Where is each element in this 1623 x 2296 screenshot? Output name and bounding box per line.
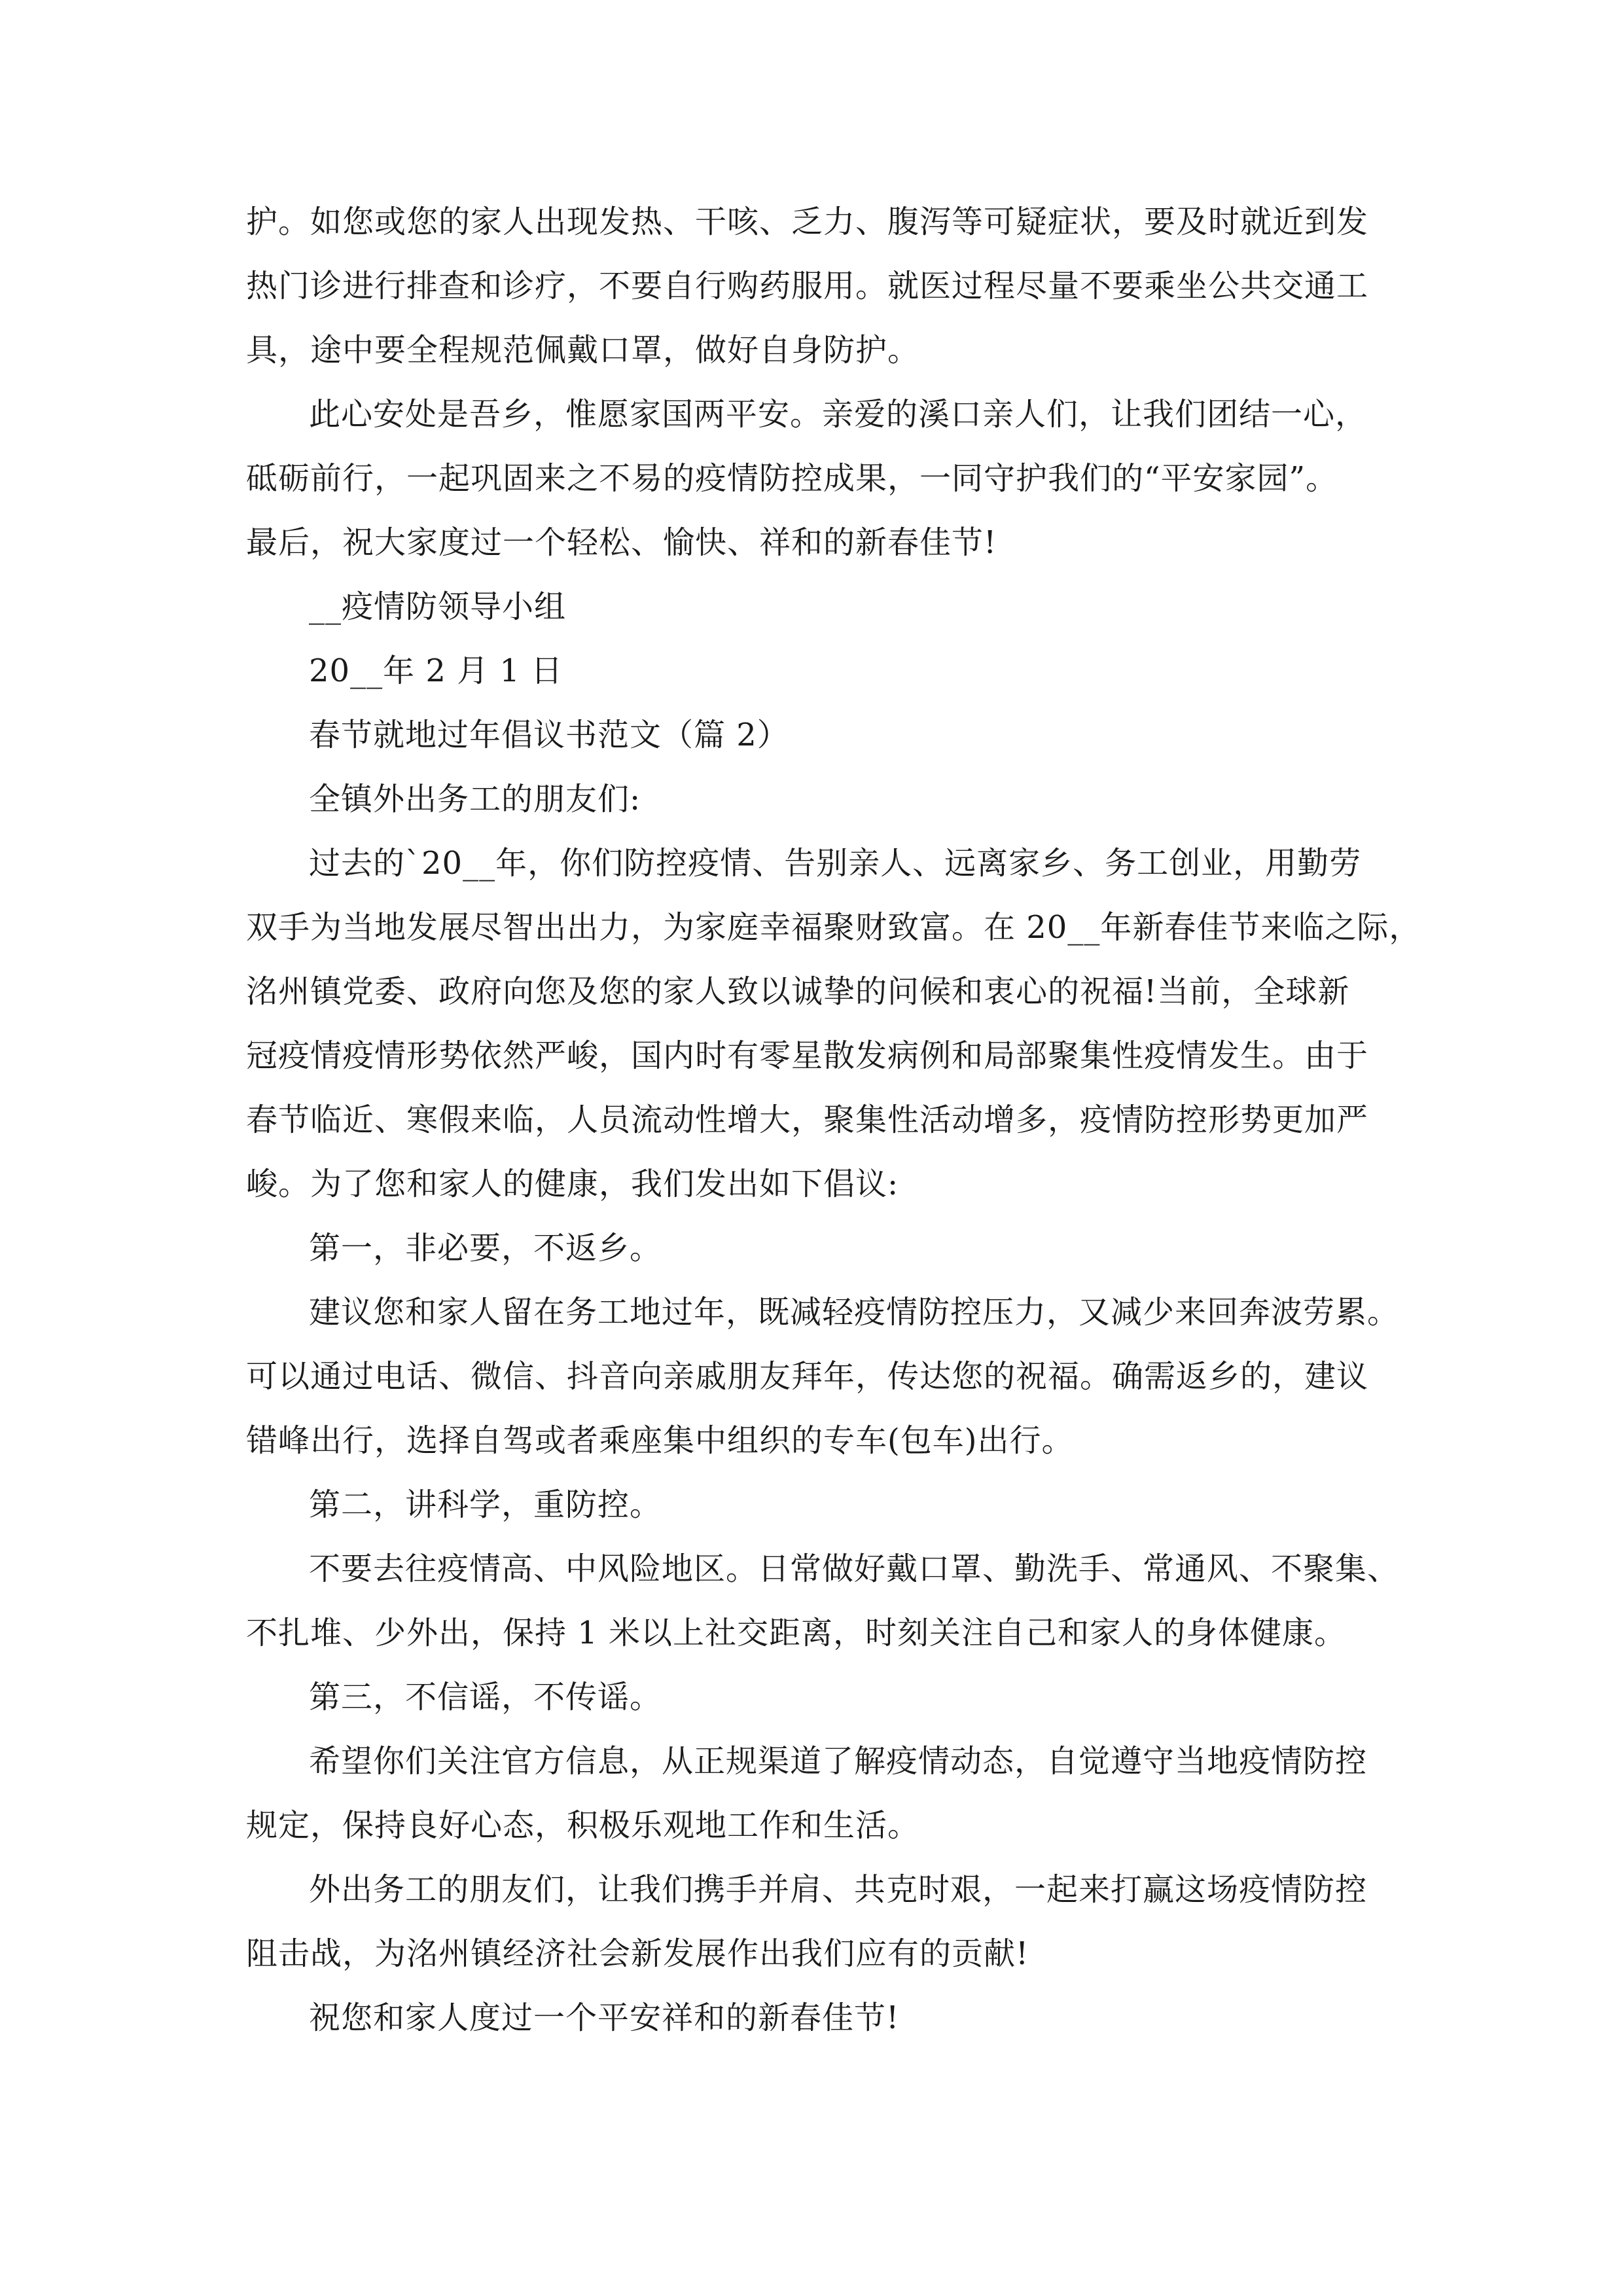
paragraph bbox=[246, 639, 1378, 703]
paragraph bbox=[246, 1986, 1378, 2050]
text-line: 不要去往疫情高、中风险地区。日常做好戴口罩、勤洗手、常通风、不聚集、 bbox=[309, 1551, 1400, 1587]
text-line: 可以通过电话、微信、抖音向亲戚朋友拜年，传达您的祝福。确需返乡的，建议 bbox=[246, 1358, 1369, 1395]
text-line: 祝您和家人度过一个平安祥和的新春佳节! bbox=[309, 2000, 900, 2036]
text-line: 春节就地过年倡议书范文（篇 2） bbox=[309, 717, 789, 753]
text-line: 全镇外出务工的朋友们: bbox=[309, 781, 641, 817]
paragraph bbox=[246, 1216, 1378, 1280]
paragraph bbox=[246, 1473, 1378, 1537]
paragraph bbox=[246, 575, 1378, 639]
text-line: 规定，保持良好心态，积极乐观地工作和生活。 bbox=[246, 1807, 920, 1844]
text-line: 不扎堆、少外出，保持 1 米以上社交距离，时刻关注自己和家人的身体健康。 bbox=[246, 1615, 1347, 1651]
text-line: __疫情防领导小组 bbox=[309, 588, 567, 625]
text-line: 此心安处是吾乡，惟愿家国两平安。亲爱的溪口亲人们，让我们团结一心， bbox=[309, 396, 1368, 433]
text-line: 砥砺前行，一起巩固来之不易的疫情防控成果，一同守护我们的“平安家园”。 bbox=[246, 460, 1338, 497]
text-line: 峻。为了您和家人的健康，我们发出如下倡议: bbox=[246, 1166, 899, 1202]
paragraph bbox=[246, 382, 1378, 575]
text-line: 热门诊进行排查和诊疗，不要自行购药服用。就医过程尽量不要乘坐公共交通工 bbox=[246, 268, 1369, 304]
paragraph bbox=[246, 1729, 1378, 1857]
paragraph bbox=[246, 190, 1378, 382]
text-line: 20__年 2 月 1 日 bbox=[309, 653, 563, 689]
text-line: 阻击战，为洺州镇经济社会新发展作出我们应有的贡献! bbox=[246, 1935, 1029, 1972]
paragraph bbox=[246, 1537, 1400, 1665]
text-line: 护。如您或您的家人出现发热、干咳、乏力、腹泻等可疑症状，要及时就近到发 bbox=[246, 204, 1369, 240]
text-line: 冠疫情疫情形势依然严峻，国内时有零星散发病例和局部聚集性疫情发生。由于 bbox=[246, 1037, 1369, 1074]
text-line: 双手为当地发展尽智出出力，为家庭幸福聚财致富。在 20__年新春佳节来临之际， bbox=[246, 909, 1421, 946]
paragraph bbox=[246, 1280, 1400, 1473]
text-line: 外出务工的朋友们，让我们携手并肩、共克时艰，一起来打赢这场疫情防控 bbox=[309, 1871, 1368, 1908]
text-line: 具，途中要全程规范佩戴口罩，做好自身防护。 bbox=[246, 332, 920, 368]
paragraph bbox=[246, 1665, 1378, 1729]
document-body bbox=[246, 190, 1421, 2050]
text-line: 第二，讲科学，重防控。 bbox=[309, 1486, 662, 1523]
paragraph bbox=[246, 767, 1378, 831]
text-line: 建议您和家人留在务工地过年，既减轻疫情防控压力，又减少来回奔波劳累。 bbox=[309, 1294, 1400, 1331]
text-line: 过去的`20__年，你们防控疫情、告别亲人、远离家乡、务工创业，用勤劳 bbox=[309, 845, 1362, 882]
text-line: 洺州镇党委、政府向您及您的家人致以诚挚的问候和衷心的祝福!当前，全球新 bbox=[246, 973, 1350, 1010]
paragraph bbox=[246, 1857, 1378, 1986]
text-line: 第一，非必要，不返乡。 bbox=[309, 1230, 662, 1266]
paragraph bbox=[246, 831, 1421, 1216]
text-line: 希望你们关注官方信息，从正规渠道了解疫情动态，自觉遵守当地疫情防控 bbox=[309, 1743, 1368, 1780]
text-line: 错峰出行，选择自驾或者乘座集中组织的专车(包车)出行。 bbox=[246, 1422, 1074, 1459]
text-line: 最后，祝大家度过一个轻松、愉快、祥和的新春佳节! bbox=[246, 524, 997, 561]
text-line: 第三，不信谣，不传谣。 bbox=[309, 1679, 662, 1715]
text-line: 春节临近、寒假来临，人员流动性增大，聚集性活动增多，疫情防控形势更加严 bbox=[246, 1102, 1369, 1138]
paragraph bbox=[246, 703, 1378, 767]
